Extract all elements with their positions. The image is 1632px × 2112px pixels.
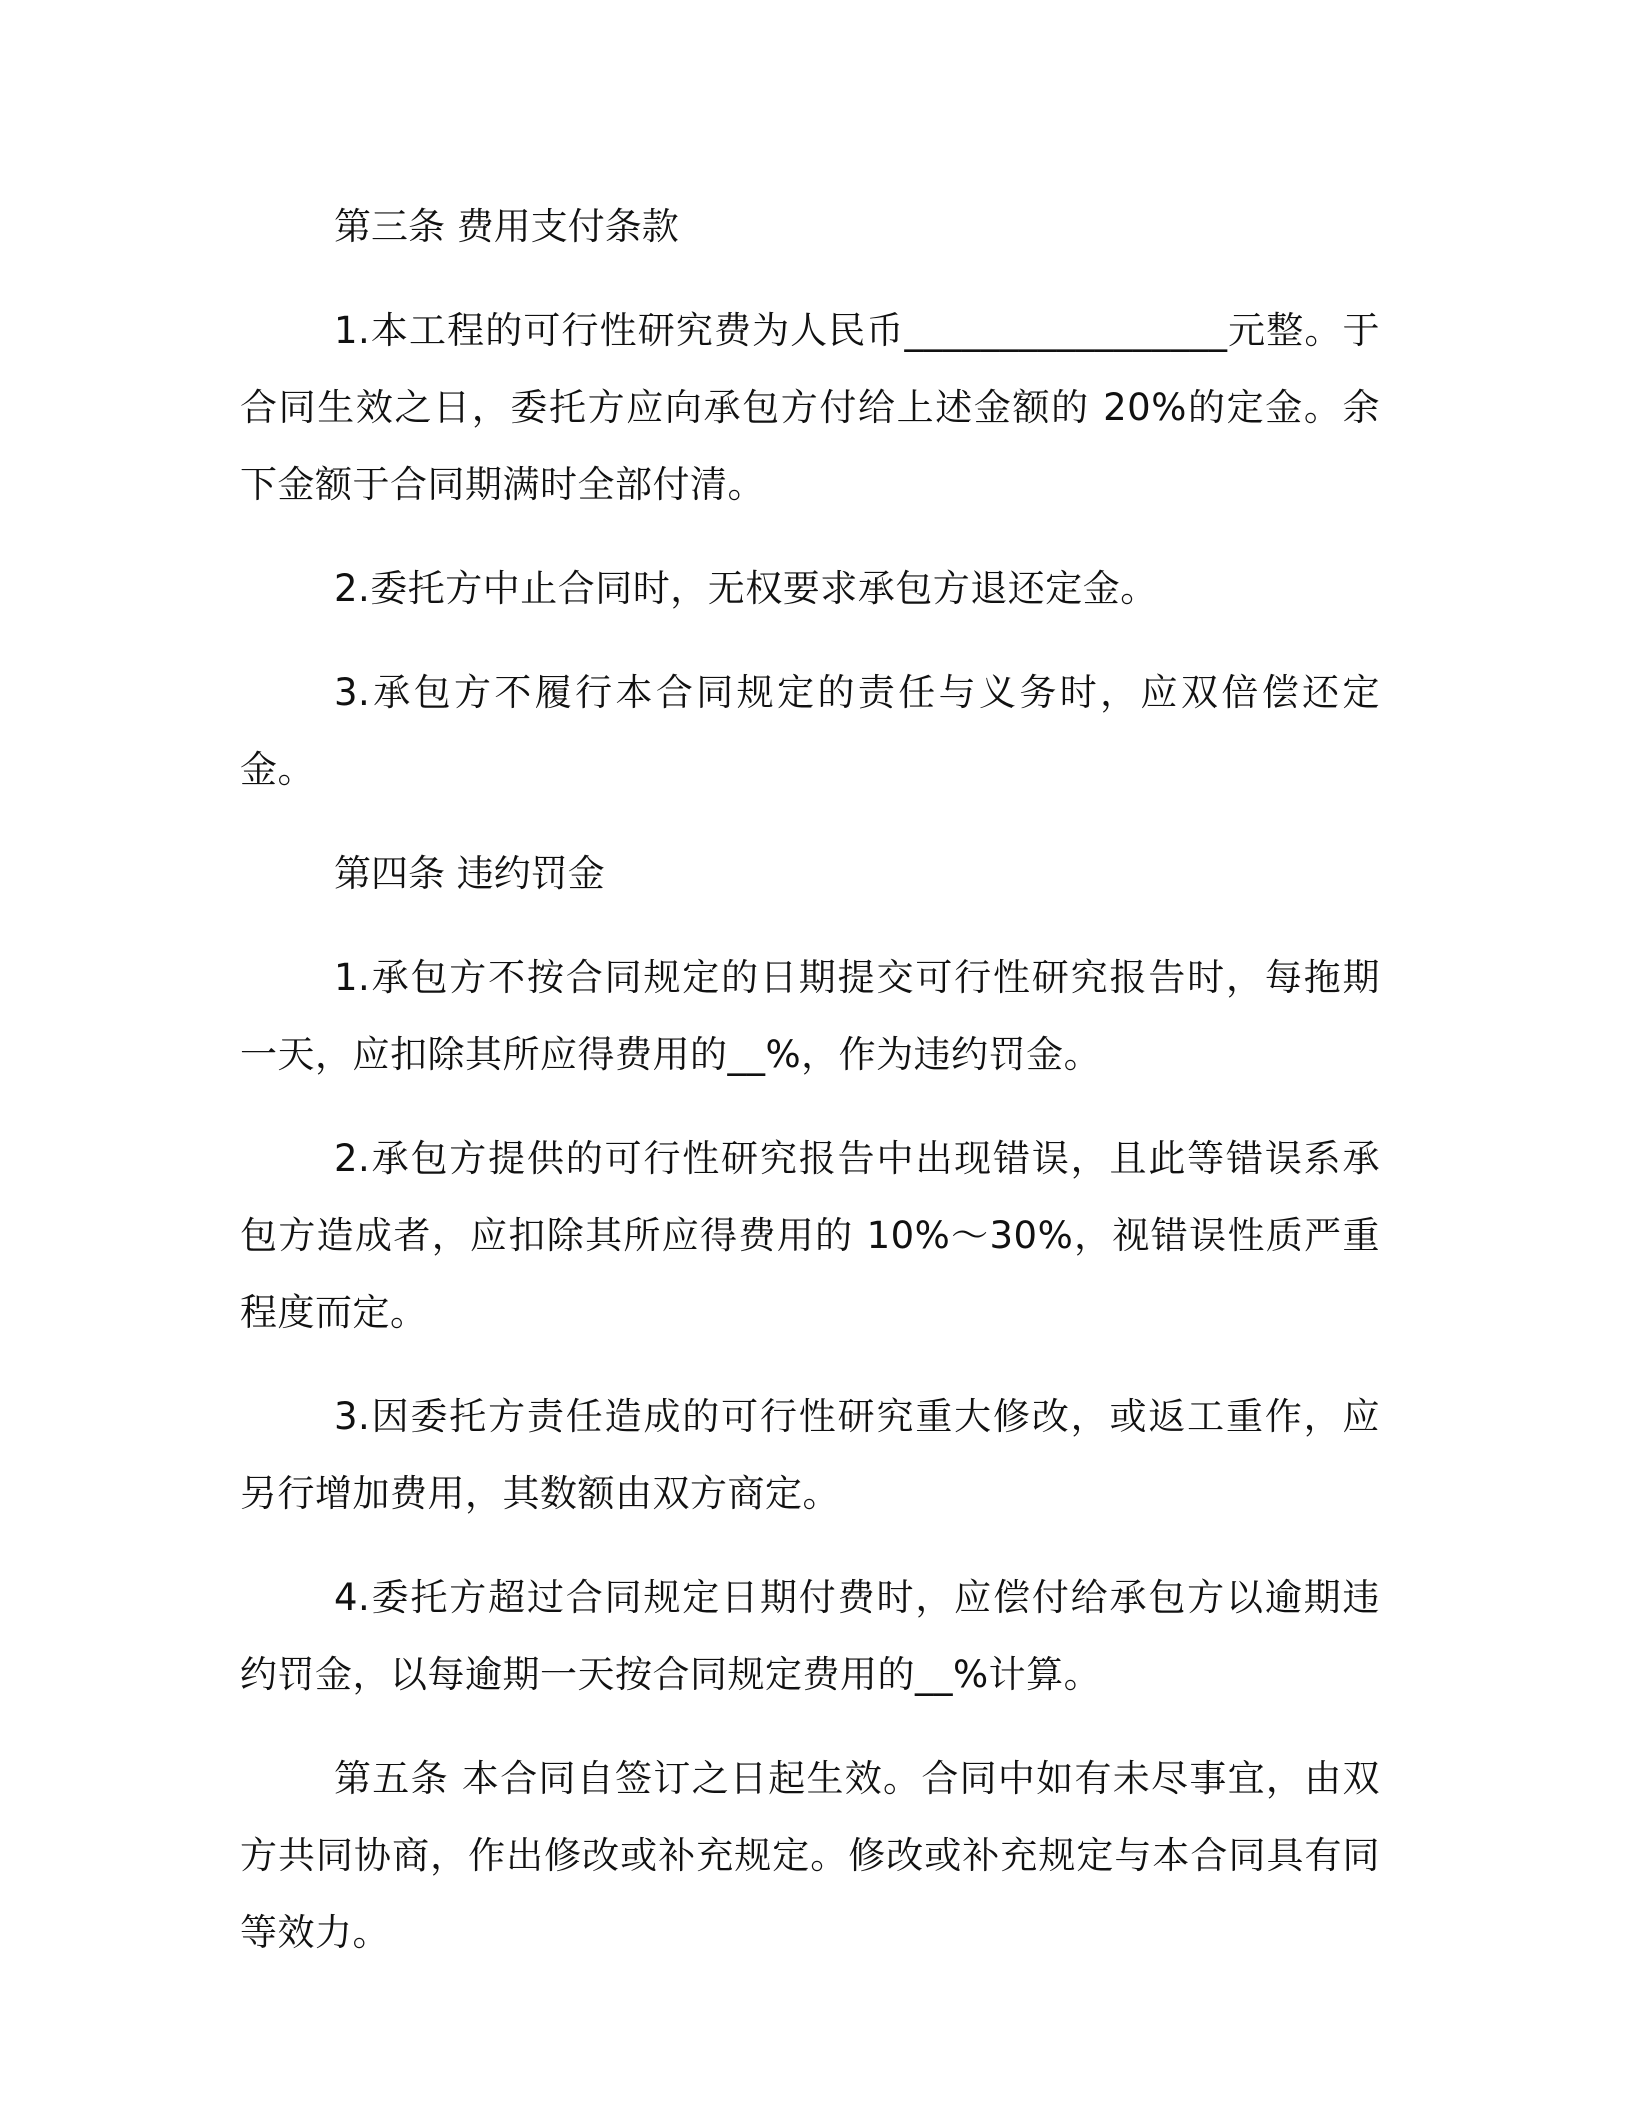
article-3-item-1: 1.本工程的可行性研究费为人民币_________________元整。于合同生效之日，委托方应向承包方付给上述金额的 20%的定金。余下金额于合同期满时全部付清。 (240, 309, 1380, 506)
article-4-item-3: 3.因委托方责任造成的可行性研究重大修改，或返工重作，应另行增加费用，其数额由双方商定。 (240, 1395, 1380, 1515)
article-4-item-2: 2.承包方提供的可行性研究报告中出现错误，且此等错误系承包方造成者，应扣除其所应得费用的 10%～30%，视错误性质严重程度而定。 (240, 1137, 1380, 1334)
article-4-item-1: 1.承包方不按合同规定的日期提交可行性研究报告时，每拖期一天，应扣除其所应得费用的__%，作为违约罚金。 (240, 956, 1380, 1076)
article-4-item-4: 4.委托方超过合同规定日期付费时，应偿付给承包方以逾期违约罚金，以每逾期一天按合同规定费用的__%计算。 (240, 1576, 1380, 1696)
article-3-item-2: 2.委托方中止合同时，无权要求承包方退还定金。 (334, 567, 1158, 610)
article-5-text: 第五条 本合同自签订之日起生效。合同中如有未尽事宜，由双方共同协商，作出修改或补充规定。修改或补充规定与本合同具有同等效力。 (240, 1757, 1380, 1954)
document-body (240, 188, 1380, 1998)
article-3-item-3: 3.承包方不履行本合同规定的责任与义务时，应双倍偿还定金。 (240, 671, 1380, 791)
article-3-heading: 第三条 费用支付条款 (334, 205, 679, 248)
article-4-heading: 第四条 违约罚金 (334, 852, 605, 895)
